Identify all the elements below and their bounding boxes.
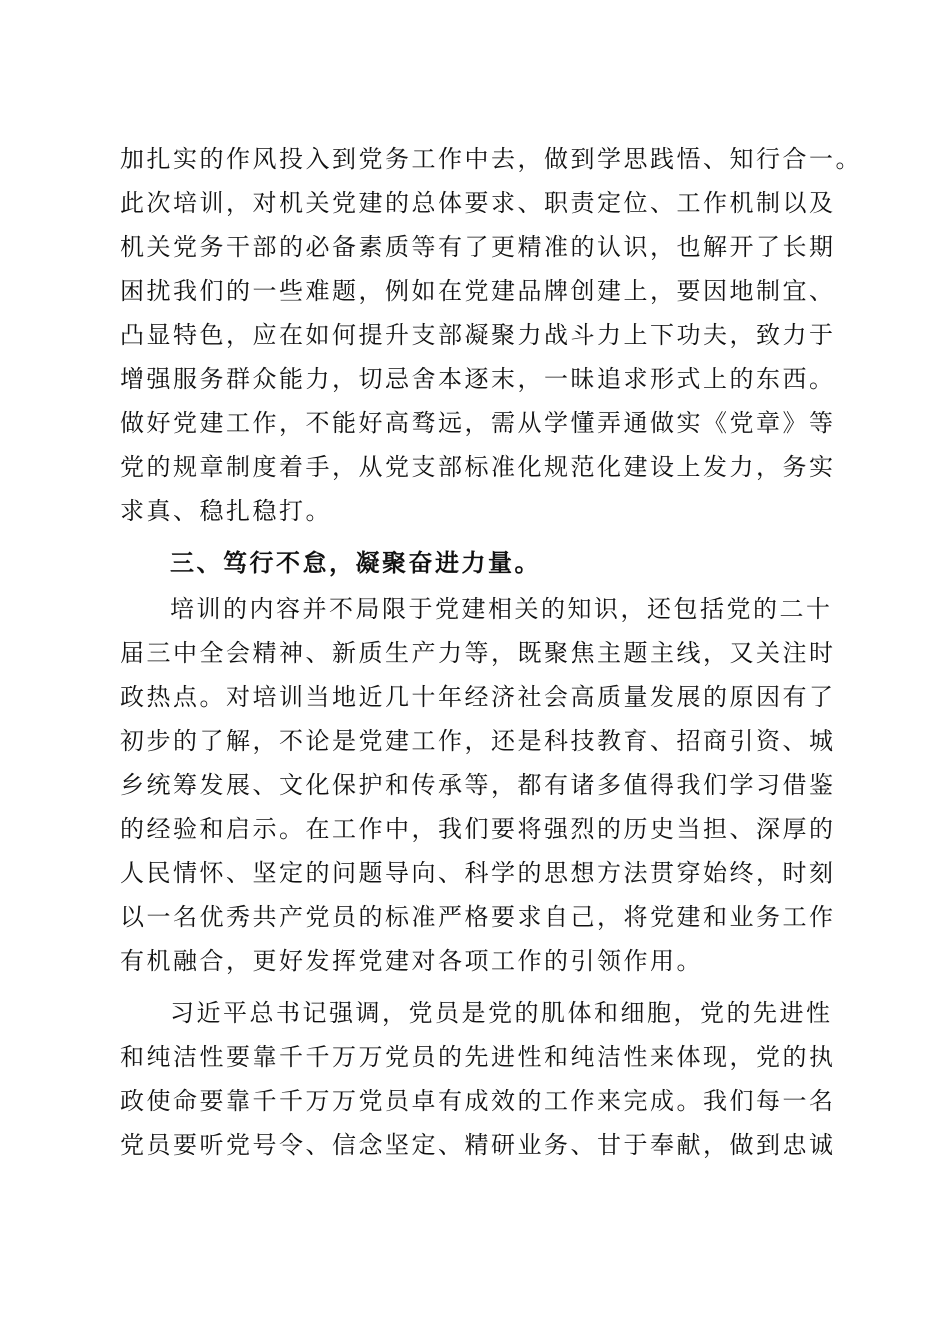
text-line: 届三中全会精神、新质生产力等，既聚焦主题主线，又关注时 — [120, 639, 836, 667]
text-line: 乡统筹发展、文化保护和传承等，都有诸多值得我们学习借鉴 — [120, 771, 836, 799]
text-line: 和纯洁性要靠千千万万党员的先进性和纯洁性来体现，党的执 — [120, 1043, 836, 1071]
text-line: 此次培训，对机关党建的总体要求、职责定位、工作机制以及 — [120, 189, 836, 217]
text-line: 政使命要靠千千万万党员卓有成效的工作来完成。我们每一名 — [120, 1087, 836, 1115]
text-line: 做好党建工作，不能好高骛远，需从学懂弄通做实《党章》等 — [120, 409, 836, 437]
text-line: 的经验和启示。在工作中，我们要将强烈的历史当担、深厚的 — [120, 815, 836, 843]
paragraph-party-members — [120, 991, 836, 1167]
text-line: 增强服务群众能力，切忌舍本逐末，一昧追求形式上的东西。 — [120, 365, 836, 393]
text-line: 求真、稳扎稳打。 — [120, 497, 332, 525]
text-line: 习近平总书记强调，党员是党的肌体和细胞，党的先进性 — [170, 999, 833, 1027]
text-line: 加扎实的作风投入到党务工作中去，做到学思践悟、知行合一。 — [120, 145, 862, 173]
text-line: 政热点。对培训当地近几十年经济社会高质量发展的原因有了 — [120, 683, 836, 711]
text-line: 有机融合，更好发挥党建对各项工作的引领作用。 — [120, 947, 703, 975]
text-line: 培训的内容并不局限于党建相关的知识，还包括党的二十 — [170, 595, 833, 623]
text-line: 党员要听党号令、信念坚定、精研业务、甘于奉献，做到忠诚 — [120, 1131, 836, 1159]
text-line: 困扰我们的一些难题，例如在党建品牌创建上，要因地制宜、 — [120, 277, 836, 305]
paragraph-continued — [120, 137, 862, 533]
paragraph-training-content — [120, 587, 836, 983]
text-line: 初步的了解，不论是党建工作，还是科技教育、招商引资、城 — [120, 727, 836, 755]
text-line: 党的规章制度着手，从党支部标准化规范化建设上发力，务实 — [120, 453, 836, 481]
text-line: 机关党务干部的必备素质等有了更精准的认识，也解开了长期 — [120, 233, 836, 261]
section-heading-block — [120, 541, 832, 585]
section-heading: 三、笃行不怠，凝聚奋进力量。 — [170, 549, 541, 577]
text-line: 以一名优秀共产党员的标准严格要求自己，将党建和业务工作 — [120, 903, 836, 931]
text-line: 人民情怀、坚定的问题导向、科学的思想方法贯穿始终，时刻 — [120, 859, 836, 887]
text-line: 凸显特色，应在如何提升支部凝聚力战斗力上下功夫，致力于 — [120, 321, 836, 349]
